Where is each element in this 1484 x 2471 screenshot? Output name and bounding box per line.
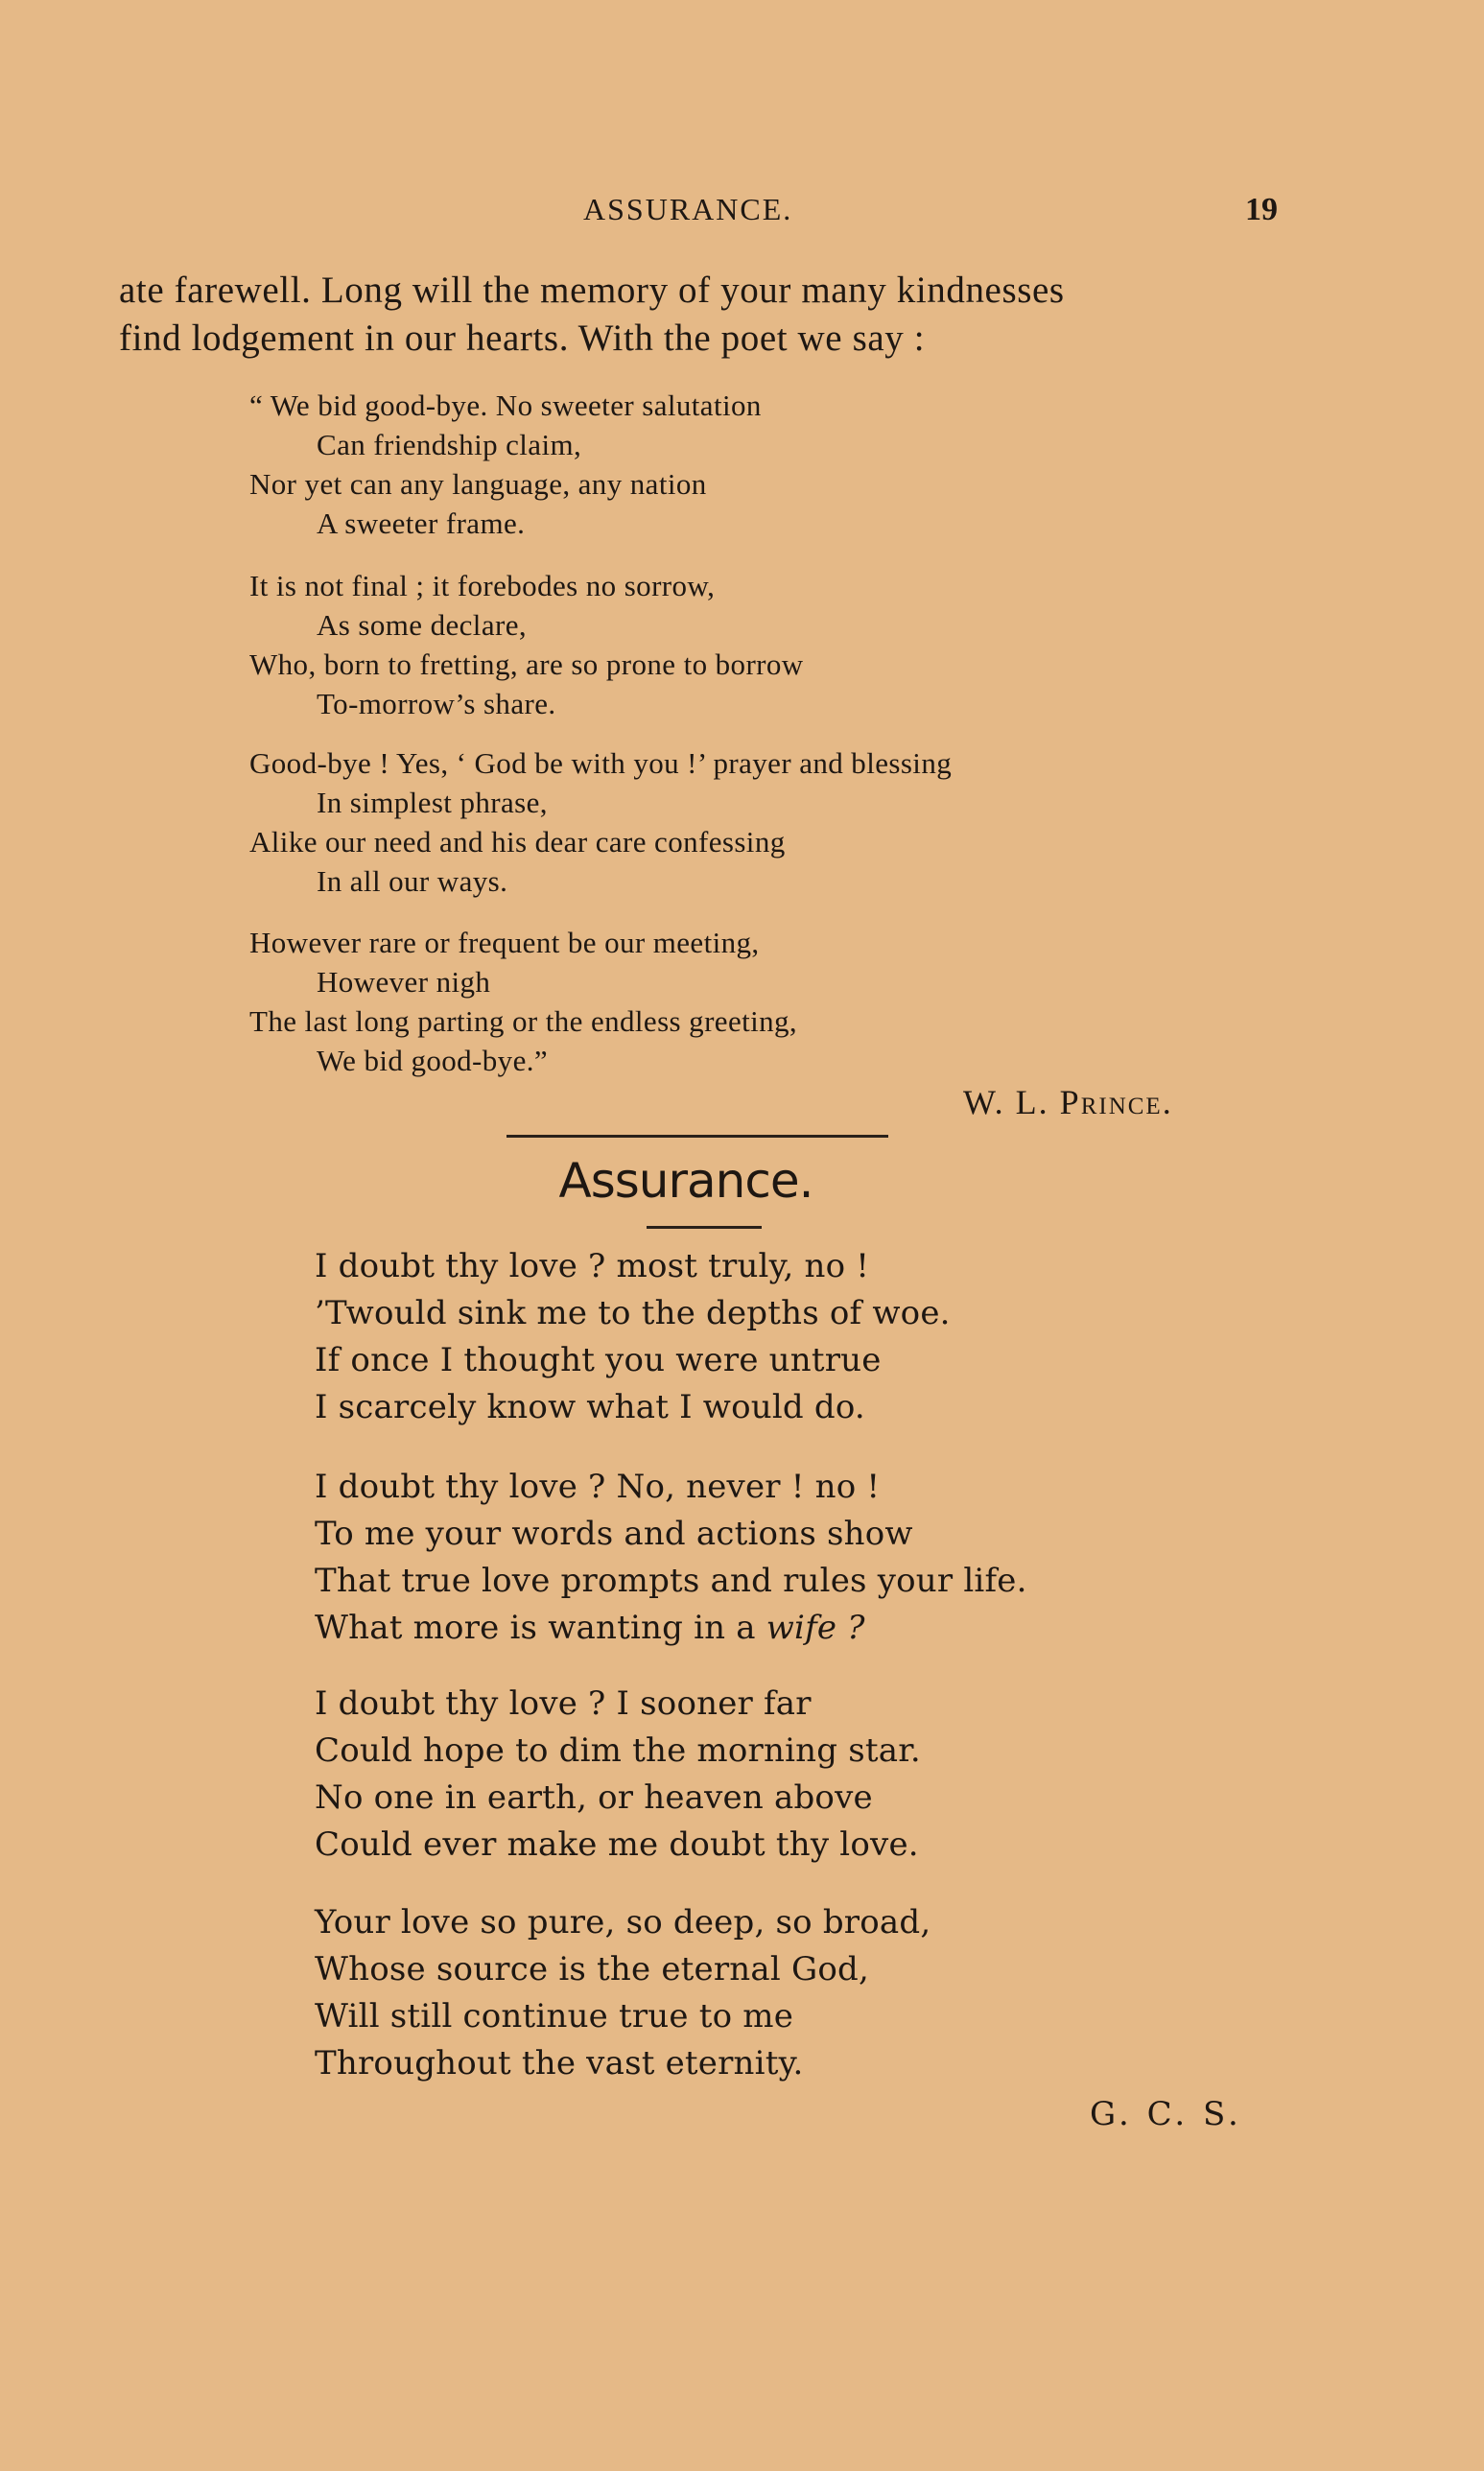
verse-line: “ We bid good-bye. No sweeter salutation [249,388,762,422]
poem-stanza-3 [315,1681,921,1869]
attribution-surname: rince. [1080,1083,1173,1121]
verse-line-text: What more is wanting in a [315,1609,756,1647]
quoted-stanza-2 [249,566,804,723]
poem-attribution: G. C. S. [1090,2095,1242,2133]
verse-line: Nor yet can any language, any nation [249,467,707,501]
verse-line: In simplest phrase, [317,786,548,819]
verse-line: Good-bye ! Yes, ‘ God be with you !’ prayer and blessing [249,746,953,780]
prose-paragraph [119,267,1289,363]
verse-line: In all our ways. [317,864,508,898]
page-number: 19 [1245,192,1278,227]
verse-line: Your love so pure, so deep, so broad, [315,1903,931,1942]
verse-line: I scarcely know what I would do. [315,1388,865,1426]
poem-stanza-2 [315,1464,1027,1652]
verse-line: Could hope to dim the morning star. [315,1731,921,1770]
verse-line: Whose source is the eternal God, [315,1950,869,1989]
prose-line: ate farewell. Long will the memory of your many kindnesses [119,270,1065,311]
quoted-stanza-3 [249,743,952,901]
verse-line: I doubt thy love ? No, never ! no ! [315,1468,881,1506]
verse-line: It is not final ; it forebodes no sorrow, [249,569,716,602]
verse-line: To-morrow’s share. [317,687,556,720]
verse-line: ’Twould sink me to the depths of woe. [315,1294,951,1332]
quoted-stanza-4 [249,923,797,1080]
verse-line: Who, born to fretting, are so prone to borrow [249,647,804,681]
quoted-poem-attribution [963,1082,1173,1122]
verse-line: However nigh [317,965,491,999]
poem-stanza-1 [315,1243,951,1431]
emphasized-word: wife ? [766,1609,865,1647]
verse-line: The last long parting or the endless greeting, [249,1004,798,1038]
verse-line: Could ever make me doubt thy love. [315,1825,919,1864]
verse-line: Will still continue true to me [315,1997,794,2036]
verse-line: As some declare, [317,608,528,642]
title-underline-rule [647,1226,762,1229]
poem-title: Assurance. [558,1153,813,1209]
quoted-stanza-1 [249,386,762,543]
verse-line: No one in earth, or heaven above [315,1778,873,1817]
verse-line: To me your words and actions show [315,1515,913,1553]
verse-line: Alike our need and his dear care confessing [249,825,786,859]
prose-line: find lodgement in our hearts. With the poet we say : [119,318,926,359]
verse-line: If once I thought you were untrue [315,1341,882,1379]
verse-line: That true love prompts and rules your life. [315,1562,1027,1600]
verse-line-with-emphasis [315,1605,1027,1652]
verse-line: However rare or frequent be our meeting, [249,926,760,959]
verse-line: Throughout the vast eternity. [315,2044,804,2083]
verse-line: A sweeter frame. [317,506,526,540]
attribution-initials: W. L. P [963,1083,1081,1121]
poem-stanza-4 [315,1899,930,2087]
section-divider-rule [506,1135,888,1138]
verse-line: I doubt thy love ? most truly, no ! [315,1247,870,1285]
verse-line: We bid good-bye.” [317,1044,549,1077]
verse-line: Can friendship claim, [317,428,582,461]
verse-line: I doubt thy love ? I sooner far [315,1684,812,1723]
running-head: ASSURANCE. [583,192,793,226]
